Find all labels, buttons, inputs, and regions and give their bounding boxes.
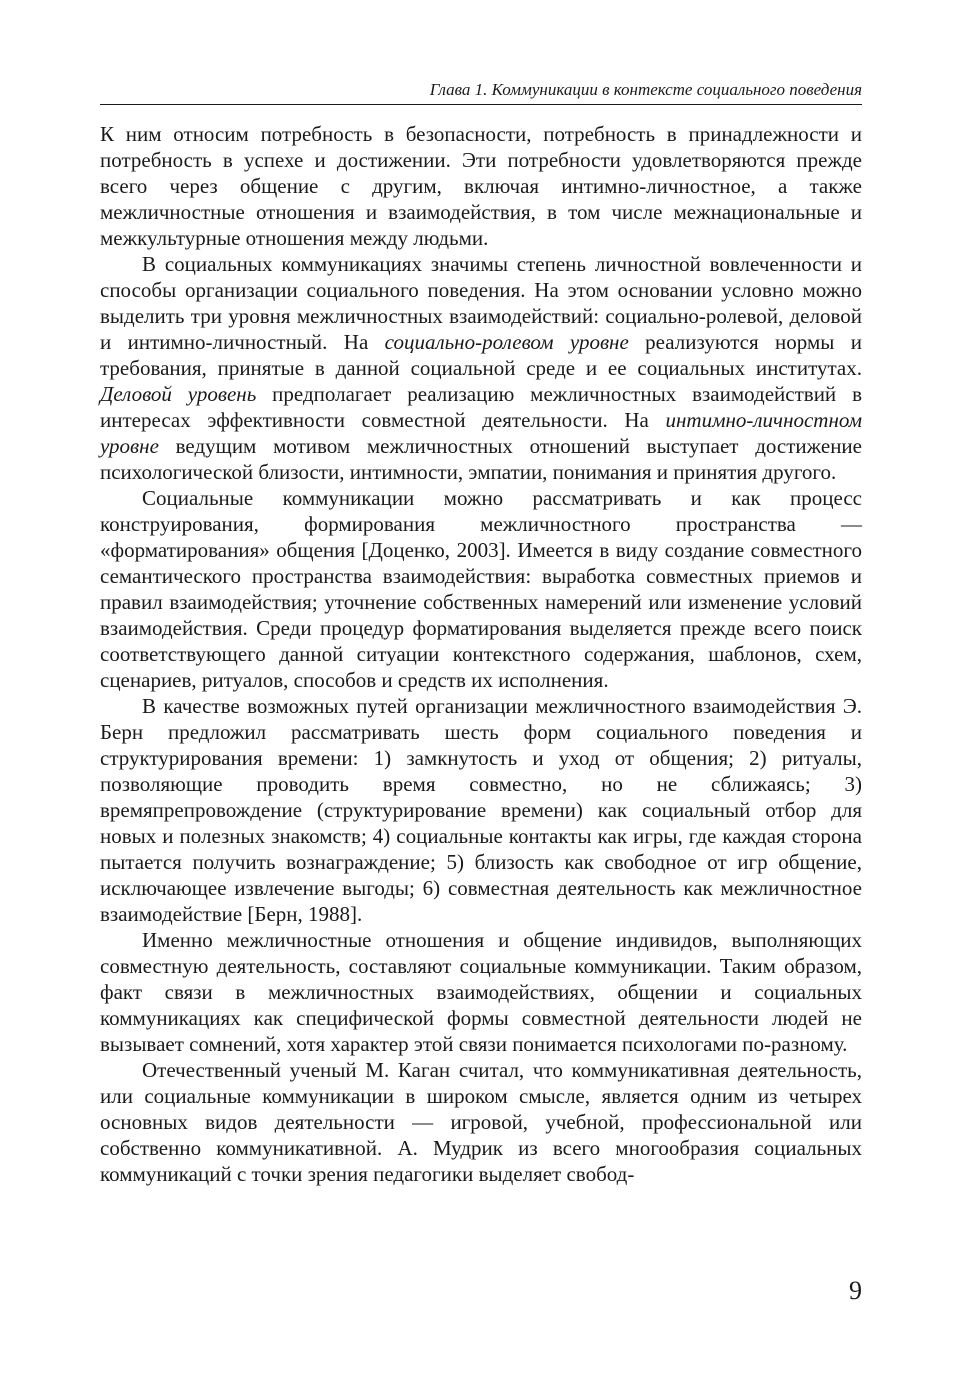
page-body bbox=[100, 121, 862, 1187]
term-social-role-level: социально-ролевом уровне bbox=[384, 330, 629, 354]
term-business-level: Деловой уровень bbox=[100, 382, 257, 406]
paragraph-2-text-a: В социальных коммуникациях значимы степень личностной вовлеченности и способы организации социального поведения. На этом основании условно можно выделить три уровня межличностных взаимодействий: социально-ролевой, деловой и интимно-личностный. На bbox=[100, 252, 862, 354]
paragraph-4: В качестве возможных путей организации межличностного взаимодействия Э. Берн предложил рассматривать шесть форм социального поведения и структурирования времени: 1) замкнутость и уход от общения; 2) ритуалы, позволяющие проводить время совместно, но не сближаясь; 3) времяпрепровождение (структурирование времени) как социальный отбор для новых и полезных знакомств; 4) социальные контакты как игры, где каждая сторона пытается получить вознаграждение; 5) близость как свободное от игр общение, исключающее извлечение выгоды; 6) совместная деятельность как межличностное взаимодействие [Берн, 1988]. bbox=[100, 694, 862, 926]
paragraph-2-text-d: ведущим мотивом межличностных отношений выступает достижение психологической близости, интимности, эмпатии, понимания и принятия другого. bbox=[100, 434, 862, 484]
paragraph-2 bbox=[100, 251, 862, 485]
paragraph-1: К ним относим потребность в безопасности, потребность в принадлежности и потребность в успехе и достижении. Эти потребности удовлетворяются прежде всего через общение с другим, включая интимно-личностное, а также межличностные отношения и взаимодействия, в том числе межнациональные и межкультурные отношения между людьми. bbox=[100, 122, 862, 250]
term-intimate-personal-level: интимно-личностном уровне bbox=[100, 408, 862, 458]
paragraph-2-text-b: реализуются нормы и требования, принятые в данной социальной среде и ее социальных институтах. bbox=[100, 330, 862, 380]
paragraph-2-text-c: предполагает реализацию межличностных взаимодействий в интересах эффективности совместной деятельности. На bbox=[100, 382, 862, 432]
paragraph-3: Социальные коммуникации можно рассматривать и как процесс конструирования, формирования межличностного пространства — «форматирования» общения [Доценко, 2003]. Имеется в виду создание совместного семантического пространства взаимодействия: выработка совместных приемов и правил взаимодействия; уточнение собственных намерений или изменение условий взаимодействия. Среди процедур форматирования выделяется прежде всего поиск соответствующего данной ситуации контекстного содержания, шаблонов, схем, сценариев, ритуалов, способов и средств их исполнения. bbox=[100, 486, 862, 692]
running-header: Глава 1. Коммуникации в контексте социального поведения bbox=[100, 80, 862, 105]
paragraph-5: Именно межличностные отношения и общение индивидов, выполняющих совместную деятельность, составляют социальные коммуникации. Таким образом, факт связи в межличностных взаимодействиях, общении и социальных коммуникациях как специфической формы совместной деятельности людей не вызывает сомнений, хотя характер этой связи понимается психологами по-разному. bbox=[100, 928, 862, 1056]
paragraph-6: Отечественный ученый М. Каган считал, что коммуникативная деятельность, или социальные коммуникации в широком смысле, является одним из четырех основных видов деятельности — игровой, учебной, профессиональной или собственно коммуникативной. А. Мудрик из всего многообразия социальных коммуникаций с точки зрения педагогики выделяет свобод- bbox=[100, 1058, 862, 1186]
page-number: 9 bbox=[849, 1276, 862, 1305]
